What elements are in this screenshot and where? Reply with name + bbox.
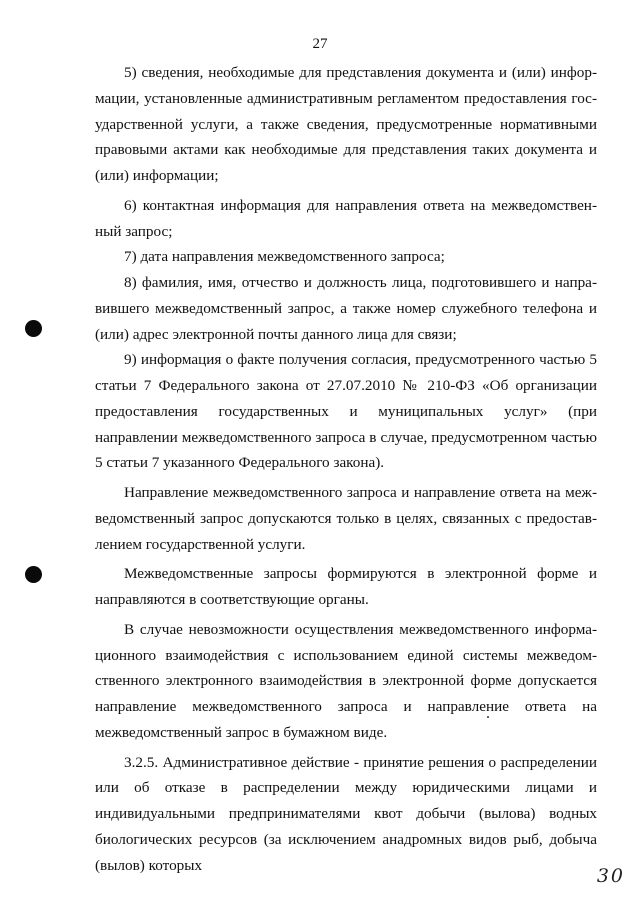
- paragraph-item-7: 7) дата направления межведомственного запроса;: [124, 248, 445, 266]
- paragraph-item-5: 5) сведения, необходимые для представления документа и (или) информации, установленные административным регламентом предоставления государственной услуги, а также сведения, предусмотренные нормативными правовыми актами как необходимые для представления таких документа и (или) информации;: [95, 64, 597, 184]
- scan-speck: [487, 716, 489, 718]
- paragraph-section-3-2-5: 3.2.5. Административное действие - принятие решения о распределении или об отказе в распределении между юридическими лицами и индивидуальными предпринимателями квот добычи (вылова) водных биологических ресурсов (за исключением анадромных видов рыб, добыча (вылов) которых: [95, 753, 597, 874]
- punch-hole-upper: [25, 320, 42, 337]
- paragraph-purpose: Направление межведомственного запроса и направление ответа на межведомственный запрос допускаются только в целях, связанных с предоставлением государственной услуги.: [95, 484, 597, 553]
- paragraph-item-9: 9) информация о факте получения согласия, предусмотренного частью 5 статьи 7 Федерального закона от 27.07.2010 № 210-ФЗ «Об организации предоставления государственных и муниципальных услуг» (при направлении межведомственного запроса в случае, предусмотренном частью 5 статьи 7 указанного Федерального закона).: [95, 351, 597, 472]
- handwritten-sheet-number: 30: [596, 865, 625, 887]
- punch-hole-lower: [25, 566, 42, 583]
- paragraph-paper-form: В случае невозможности осуществления межведомственного информационного взаимодействия с использованием единой системы межведомственного электронного взаимодействия в электронной форме допускается направление межведомственного запроса и направление ответа на межведомственный запрос в бумажном виде.: [95, 620, 597, 741]
- paragraph-item-8: 8) фамилия, имя, отчество и должность лица, подготовившего и направившего межведомственный запрос, а также номер служебного телефона и (или) адрес электронной почты данного лица для связи;: [95, 274, 597, 343]
- page-number: 27: [312, 36, 328, 52]
- document-body: [95, 60, 597, 878]
- paragraph-electronic-form: Межведомственные запросы формируются в электронной форме и направляются в соответствующие органы.: [95, 565, 597, 608]
- paragraph-item-6: 6) контактная информация для направления ответа на межведомственный запрос;: [95, 196, 597, 240]
